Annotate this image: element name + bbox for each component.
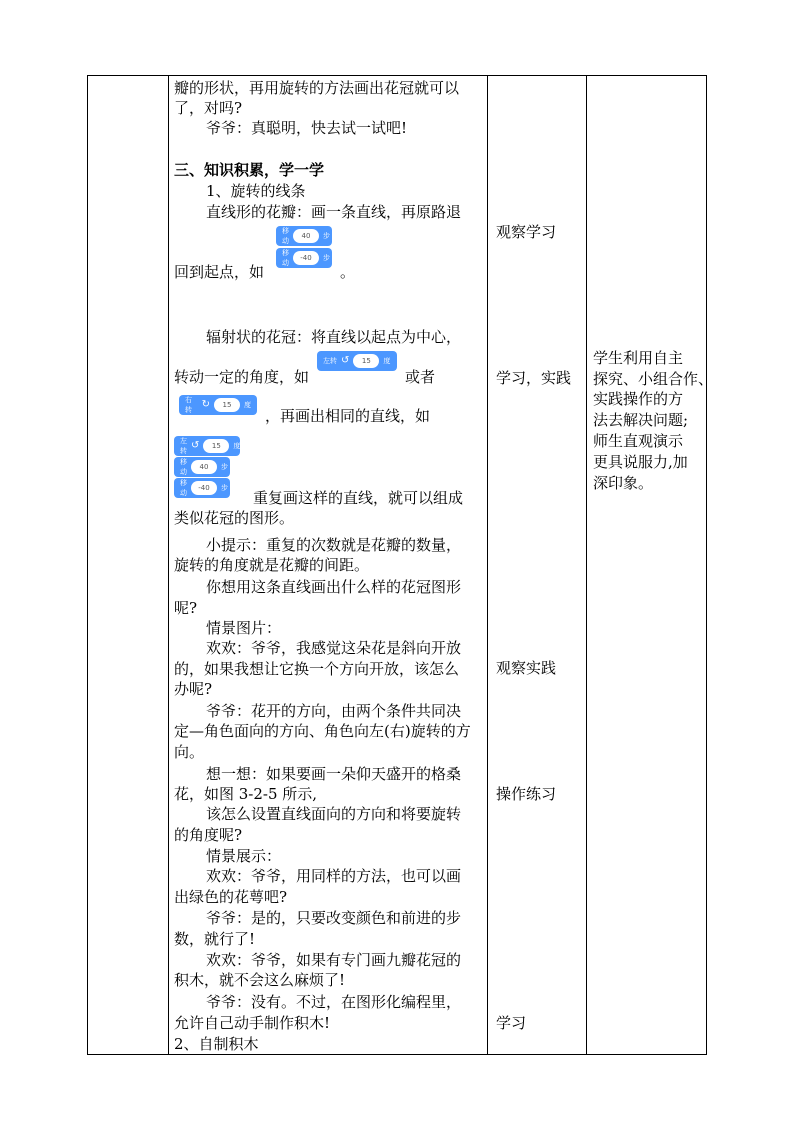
dialog-line: 欢欢：爷爷，如果有专门画九瓣花冠的 [206, 951, 462, 969]
block-label: 移动 [180, 458, 187, 476]
text-line: 重复画这样的直线，就可以组成 [253, 489, 464, 507]
text-line: 花，如图 3-2-5 所示, [174, 785, 318, 803]
column-divider-1 [168, 75, 169, 1055]
subheading: 2、自制积木 [174, 1035, 259, 1053]
block-unit: 度 [244, 401, 251, 409]
column-divider-3 [586, 75, 587, 1055]
rotate-left-icon: ↺ [191, 440, 200, 451]
dialog-line: 办呢? [174, 680, 213, 698]
block-value: 15 [214, 398, 240, 412]
block-label: 右转 [185, 396, 192, 414]
dialog-line: 数，就行了! [174, 930, 256, 948]
block-unit: 步 [323, 254, 330, 262]
block-unit: 步 [221, 463, 228, 471]
intent-line: 师生直观演示 [593, 432, 684, 450]
dialog-line: 欢欢：爷爷，用同样的方法，也可以画 [206, 867, 462, 885]
block-value: 40 [191, 460, 217, 474]
table-border-right [706, 75, 707, 1055]
block-unit: 度 [383, 357, 391, 365]
block-unit: 步 [323, 232, 330, 240]
activity-label: 学习 [496, 1014, 527, 1032]
block-value: 15 [203, 439, 229, 453]
intent-line: 探究、小组合作、 [593, 370, 714, 388]
text-line: 辐射状的花冠：将直线以起点为中心， [206, 328, 462, 346]
text-line: ，再画出相同的直线，如 [265, 407, 431, 425]
activity-label: 学习，实践 [496, 369, 572, 387]
block-unit: 度 [233, 442, 241, 450]
activity-label: 操作练习 [496, 785, 557, 803]
text-line: 转动一定的角度，如 [174, 368, 310, 386]
block-label: 移动 [282, 227, 289, 245]
table-border-top [87, 75, 707, 76]
block-value: -40 [293, 251, 319, 265]
text-line: 了，对吗? [174, 99, 243, 117]
dialog-line: 允许自己动手制作积木! [174, 1014, 331, 1032]
text-line: 瓣的形状，再用旋转的方法画出花冠就可以 [174, 79, 460, 97]
intent-line: 更具说服力,加 [593, 453, 688, 471]
rotate-right-icon: ↻ [201, 399, 210, 410]
text-line: 情景图片： [206, 619, 282, 637]
dialog-line: 向。 [174, 743, 205, 761]
text-line: 情景展示： [206, 847, 282, 865]
text-line: 你想用这条直线画出什么样的花冠图形 [206, 578, 462, 596]
text-line: 想一想：如果要画一朵仰天盛开的格桑 [206, 765, 462, 783]
turn-left-block [317, 351, 397, 371]
table-border-left [87, 75, 88, 1055]
dialog-line: 欢欢：爷爷，我感觉这朵花是斜向开放 [206, 639, 462, 657]
activity-label: 观察学习 [496, 223, 557, 241]
intent-line: 深印象。 [593, 474, 654, 492]
block-value: -40 [191, 481, 217, 495]
section-heading: 三、知识积累，学一学 [174, 161, 325, 179]
text-line: 直线形的花瓣：画一条直线，再原路退 [206, 203, 462, 221]
dialog-line: 爷爷：花开的方向，由两个条件共同决 [206, 702, 462, 720]
turn-left-block [174, 436, 240, 456]
dialog-line: 积木，就不会这么麻烦了! [174, 971, 346, 989]
intent-line: 法去解决问题; [593, 411, 689, 429]
tip-line: 小提示：重复的次数就是花瓣的数量， [206, 536, 462, 554]
subheading: 1、旋转的线条 [206, 182, 306, 200]
text-line: 或者 [405, 368, 436, 386]
dialog-line: 爷爷：没有。不过，在图形化编程里， [206, 993, 462, 1011]
block-value: 15 [353, 354, 379, 368]
move-forward-block [174, 457, 230, 477]
block-label: 移动 [282, 249, 289, 267]
table-border-bottom [87, 1054, 707, 1055]
dialog-line: 的，如果我想让它换一个方向开放，该怎么 [174, 660, 460, 678]
dialog-line: 定—角色面向的方向、角色向左(右)旋转的方 [174, 722, 471, 740]
text-line: 呢? [174, 599, 198, 617]
move-back-block [276, 248, 332, 268]
text-line: 爷爷：真聪明，快去试一试吧! [206, 119, 408, 137]
turn-right-block [179, 395, 257, 415]
move-back-block [174, 478, 230, 498]
intent-line: 学生利用自主 [593, 349, 684, 367]
block-value: 40 [293, 229, 319, 243]
text-punctuation: 。 [340, 263, 356, 281]
text-line: 回到起点，如 [174, 263, 265, 281]
column-divider-2 [487, 75, 488, 1055]
move-forward-block [276, 226, 332, 246]
block-unit: 步 [221, 484, 228, 492]
tip-line: 旋转的角度就是花瓣的间距。 [174, 556, 370, 574]
block-label: 移动 [180, 479, 187, 497]
dialog-line: 爷爷：是的，只要改变颜色和前进的步 [206, 909, 462, 927]
text-line: 该怎么设置直线面向的方向和将要旋转 [206, 805, 462, 823]
block-label: 左转 [180, 437, 187, 455]
text-line: 类似花冠的图形。 [174, 509, 295, 527]
rotate-left-icon: ↺ [341, 355, 350, 366]
dialog-line: 出绿色的花萼吧? [174, 888, 288, 906]
intent-line: 实践操作的方 [593, 390, 684, 408]
text-line: 的角度呢? [174, 826, 243, 844]
activity-label: 观察实践 [496, 659, 557, 677]
block-label: 左转 [323, 357, 337, 365]
